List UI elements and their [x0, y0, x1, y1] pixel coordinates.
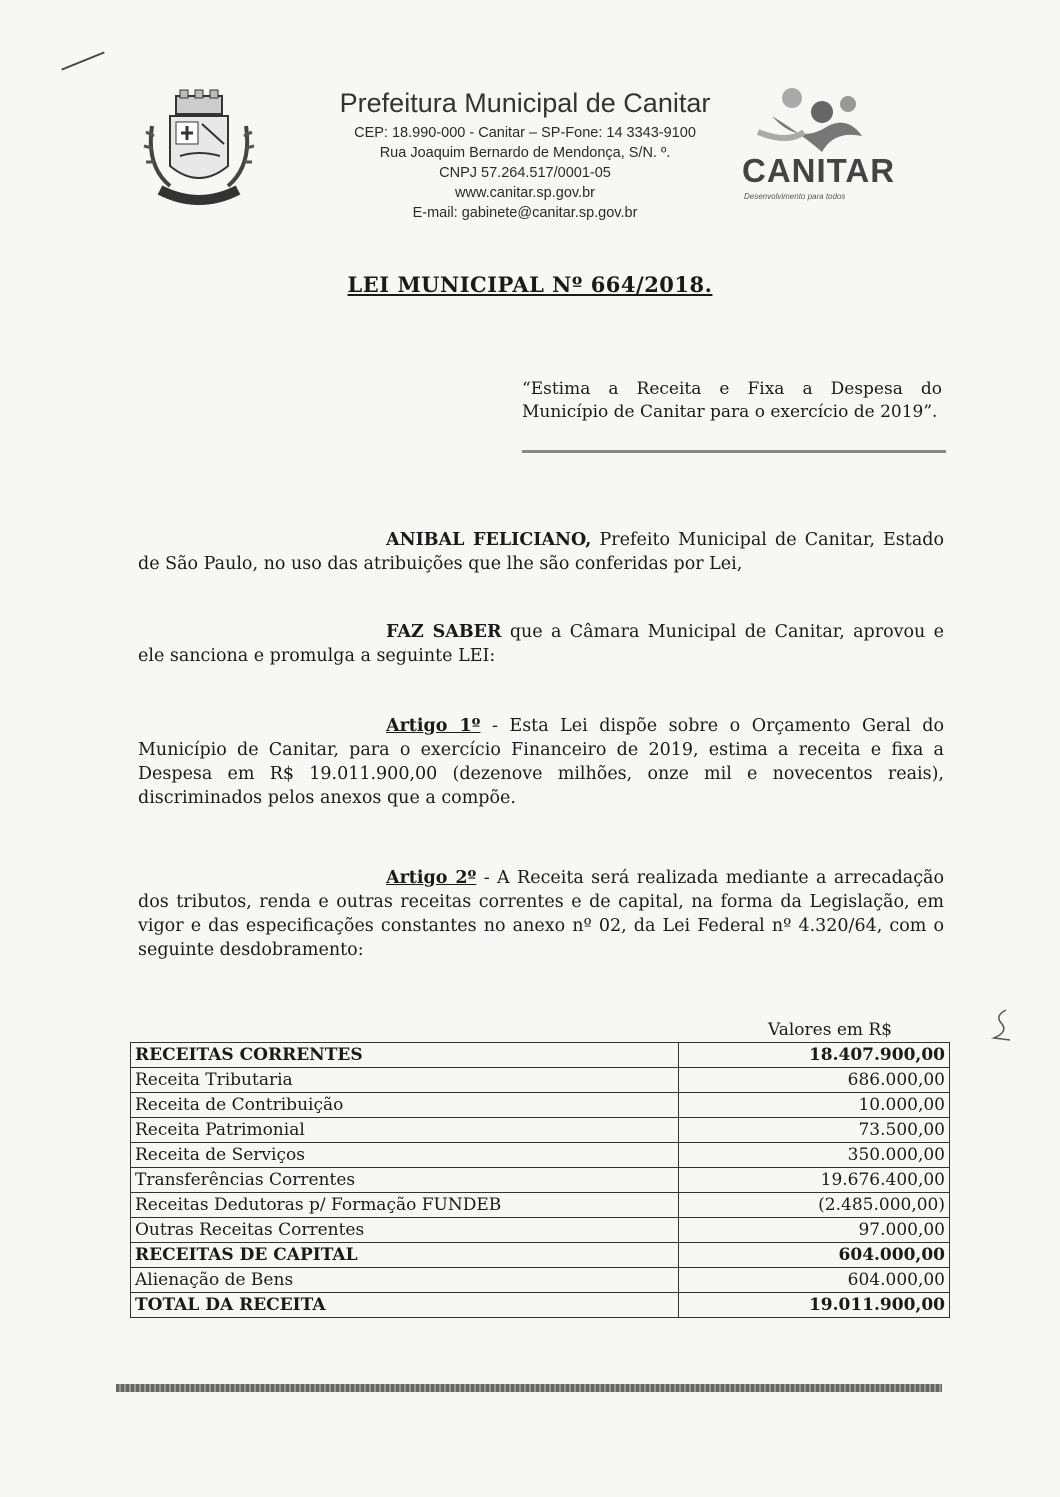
- table-row: [131, 1218, 950, 1243]
- table-row: [131, 1243, 950, 1268]
- ementa-underline: [522, 450, 946, 453]
- row-value: 19.676.400,00: [679, 1168, 950, 1193]
- table-row: [131, 1143, 950, 1168]
- article-2: [138, 866, 944, 962]
- table-caption: Valores em R$: [768, 1020, 893, 1040]
- row-label: Receita Tributaria: [131, 1068, 679, 1093]
- article-2-text: - A Receita será realizada mediante a arrecadação dos tributos, renda e outras receitas correntes e de capital, na forma da Legislação, em vigor e das especificações constantes no anexo nº 02, da Lei Federal nº 4.320/64, com o seguinte desdobramento:: [138, 868, 944, 960]
- table-row: [131, 1118, 950, 1143]
- row-value: 604.000,00: [679, 1243, 950, 1268]
- article-1-label: Artigo 1º: [386, 716, 481, 736]
- ementa: “Estima a Receita e Fixa a Despesa do Município de Canitar para o exercício de 2019”.: [522, 379, 942, 422]
- org-name: Prefeitura Municipal de Canitar: [339, 88, 711, 118]
- paragraph-faz-saber: [138, 620, 944, 668]
- email: E-mail: gabinete@canitar.sp.gov.br: [412, 205, 638, 221]
- row-label: Transferências Correntes: [131, 1168, 679, 1193]
- row-label: Receita de Contribuição: [131, 1093, 679, 1118]
- row-value: 73.500,00: [679, 1118, 950, 1143]
- row-label: Alienação de Bens: [131, 1268, 679, 1293]
- municipal-crest-icon: [140, 86, 258, 216]
- row-value: 18.407.900,00: [679, 1043, 950, 1068]
- row-value: 604.000,00: [679, 1268, 950, 1293]
- row-label: Outras Receitas Correntes: [131, 1218, 679, 1243]
- preamble-text: Prefeito Municipal de Canitar, Estado de São Paulo, no uso das atribuições que lhe são conferidas por Lei,: [138, 530, 944, 574]
- table-row: [131, 1068, 950, 1093]
- row-label: RECEITAS DE CAPITAL: [131, 1243, 679, 1268]
- article-1: [138, 714, 944, 810]
- cnpj: CNPJ 57.264.517/0001-05: [439, 165, 611, 181]
- handwritten-page-mark-icon: [990, 1008, 1012, 1042]
- table-row: [131, 1168, 950, 1193]
- row-value: 97.000,00: [679, 1218, 950, 1243]
- cep-phone: CEP: 18.990-000 - Canitar – SP-Fone: 14 3343-9100: [354, 125, 696, 141]
- row-value: 686.000,00: [679, 1068, 950, 1093]
- table-row: [131, 1193, 950, 1218]
- row-label: Receita Patrimonial: [131, 1118, 679, 1143]
- law-title: LEI MUNICIPAL Nº 664/2018.: [347, 272, 713, 297]
- article-2-label: Artigo 2º: [386, 868, 477, 888]
- article-1-text: - Esta Lei dispõe sobre o Orçamento Geral do Município de Canitar, para o exercício Financeiro de 2019, estima a receita e fixa a Despesa em R$ 19.011.900,00 (dezenove milhões, onze mil e novecentos reais), discriminados pelos anexos que a compõe.: [138, 716, 944, 808]
- table-row: [131, 1043, 950, 1068]
- pen-mark: [61, 51, 104, 70]
- row-label: Receitas Dedutoras p/ Formação FUNDEB: [131, 1193, 679, 1218]
- row-value: 19.011.900,00: [679, 1293, 950, 1318]
- logo-tagline: Desenvolvimento para todos: [744, 192, 846, 201]
- table-row: [131, 1093, 950, 1118]
- row-label: Receita de Serviços: [131, 1143, 679, 1168]
- row-value: (2.485.000,00): [679, 1193, 950, 1218]
- row-label: RECEITAS CORRENTES: [131, 1043, 679, 1068]
- logo-wordmark: CANITAR: [742, 152, 896, 189]
- row-label: TOTAL DA RECEITA: [131, 1293, 679, 1318]
- mayor-name: ANIBAL FELICIANO,: [386, 530, 592, 550]
- faz-saber-text: que a Câmara Municipal de Canitar, aprovou e ele sanciona e promulga a seguinte LEI:: [138, 622, 944, 666]
- row-value: 10.000,00: [679, 1093, 950, 1118]
- table-row: [131, 1268, 950, 1293]
- revenue-table: [130, 1042, 950, 1318]
- address: Rua Joaquim Bernardo de Mendonça, S/N. º.: [379, 145, 671, 161]
- table-row: [131, 1293, 950, 1318]
- row-value: 350.000,00: [679, 1143, 950, 1168]
- footer-rule: [116, 1384, 942, 1392]
- website: www.canitar.sp.gov.br: [455, 185, 595, 201]
- paragraph-preamble: [138, 528, 944, 576]
- faz-saber-lead: FAZ SABER: [386, 622, 502, 642]
- letterhead: [300, 88, 750, 223]
